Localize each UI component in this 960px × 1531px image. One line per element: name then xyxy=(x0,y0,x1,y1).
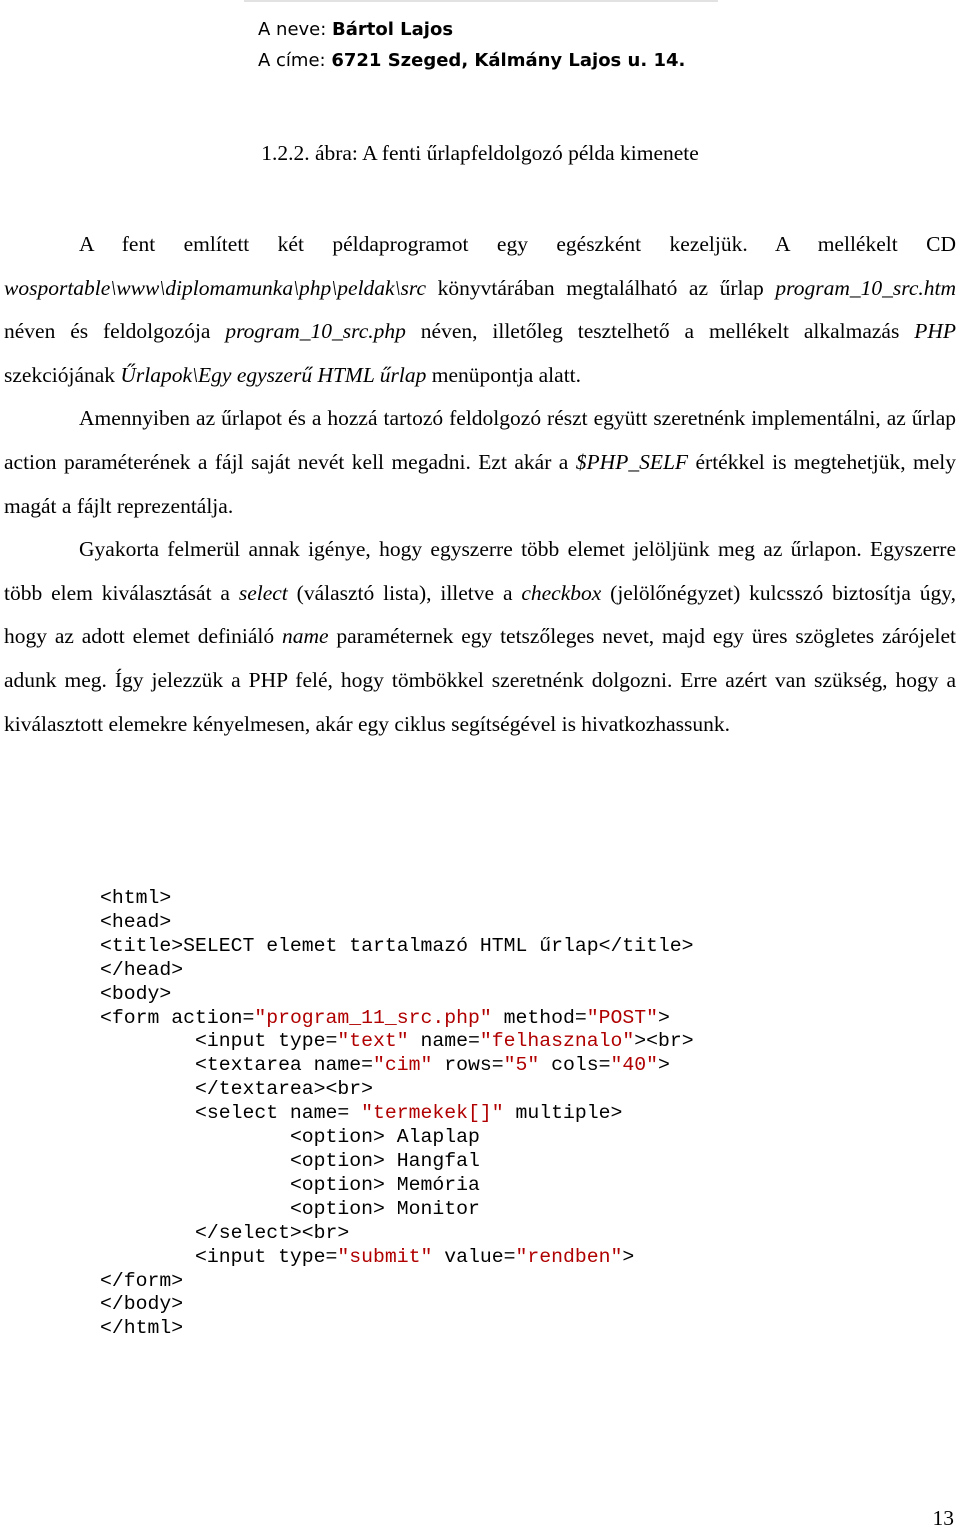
code-line: <option> Memória xyxy=(289,1173,480,1196)
code-line: <option> Hangfal xyxy=(289,1149,480,1172)
form-output-screenshot xyxy=(244,0,718,78)
code-line: <title>SELECT elemet tartalmazó HTML űrlap</title> xyxy=(100,934,694,957)
output-address-value: 6721 Szeged, Kálmány Lajos u. 14. xyxy=(331,50,686,71)
code-line: </select><br> xyxy=(194,1221,350,1244)
code-line: </body> xyxy=(100,1293,184,1316)
code-line: </textarea><br> xyxy=(194,1078,374,1101)
output-address-label: A címe: xyxy=(258,50,332,71)
figure-caption: 1.2.2. ábra: A fenti űrlapfeldolgozó példa kimenete xyxy=(261,141,699,165)
code-line: <option> Alaplap xyxy=(289,1126,480,1149)
paragraph-1: A fent említett két példaprogramot egy egészként kezeljük. A mellékelt CD wosportable\www\diplomamunka\php\peldak\src könyvtárában megtalálható az űrlap program_10_src.htm néven és feldolgozója program_10_src.php néven, illetőleg tesztelhető a mellékelt alkalmazás PHP szekciójának Űrlapok\Egy egyszerű HTML űrlap menüpontja alatt. xyxy=(4,232,956,387)
output-address-line xyxy=(258,50,685,71)
code-line: <textarea name="cim" rows="5" cols="40"> xyxy=(194,1054,670,1077)
code-line: </form> xyxy=(100,1269,184,1292)
code-line: <input type="submit" value="rendben"> xyxy=(194,1245,635,1268)
code-line: <form action="program_11_src.php" method="POST"> xyxy=(100,1006,670,1029)
code-line: <head> xyxy=(100,910,172,933)
code-line: <html> xyxy=(100,887,172,909)
code-line: </head> xyxy=(100,958,184,981)
code-line: <select name= "termekek[]" multiple> xyxy=(194,1102,623,1125)
paragraph-3: Gyakorta felmerül annak igénye, hogy egyszerre több elemet jelöljünk meg az űrlapon. Egyszerre több elem kiválasztását a select (választó lista), illetve a checkbox (jelölőnégyzet) kulcsszó biztosítja úgy, hogy az adott elemet definiáló name paraméternek egy tetszőleges nevet, majd egy üres szögletes zárójelet adunk meg. Így jelezzük a PHP felé, hogy tömbökkel szeretnénk dolgozni. Erre azért van szükség, hogy a kiválasztott elemekre kényelmesen, akár egy ciklus segítségével is hivatkozhassunk. xyxy=(4,537,956,736)
output-name-label: A neve: xyxy=(258,19,333,40)
code-line: <body> xyxy=(100,982,172,1005)
output-name-value: Bártol Lajos xyxy=(332,19,454,40)
body-text xyxy=(4,223,956,746)
code-listing xyxy=(100,887,694,1341)
paragraph-2: Amennyiben az űrlapot és a hozzá tartozó feldolgozó részt együtt szeretnénk implementálni, az űrlap action paraméterének a fájl saját nevét kell megadni. Ezt akár a $PHP_SELF értékkel is megtehetjük, mely magát a fájlt reprezentálja. xyxy=(4,406,956,518)
output-name-line xyxy=(258,19,453,40)
code-line: <option> Monitor xyxy=(289,1197,480,1220)
code-line: </html> xyxy=(100,1317,184,1340)
code-line: <input type="text" name="felhasznalo"><br> xyxy=(194,1030,694,1053)
page-number: 13 xyxy=(932,1506,954,1530)
